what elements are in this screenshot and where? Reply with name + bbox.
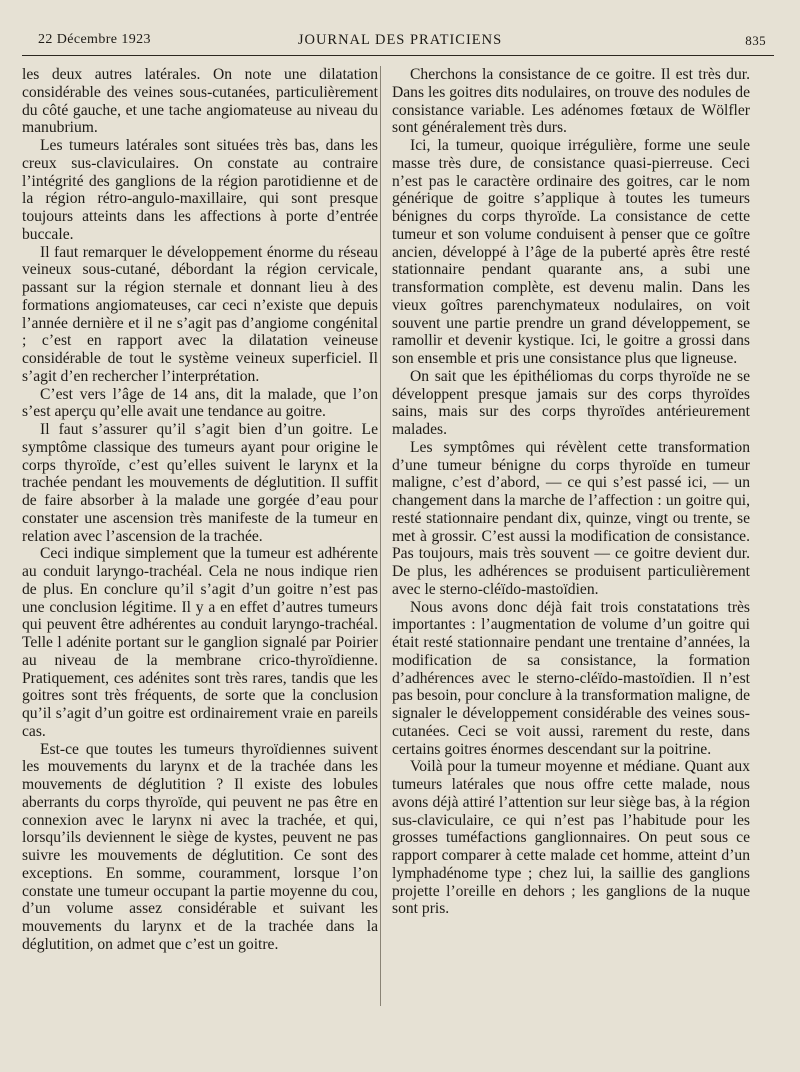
right-column — [392, 66, 750, 918]
page-number: 835 — [745, 33, 766, 48]
header-rule — [22, 55, 774, 56]
running-header — [28, 28, 772, 52]
issue-date: 22 Décembre 1923 — [38, 32, 151, 47]
paragraph: Les tumeurs latérales sont situées très bas, dans les creux sus-claviculaires. On constate au contraire l’intégrité des ganglions de la région parotidienne et de la région rétro-angulo-maxillaire, qui sont presque toujours atteints dans les affections à porte d’entrée buccale. — [22, 137, 378, 243]
paragraph: Ici, la tumeur, quoique irrégulière, forme une seule masse très dure, de consistance quasi-pierreuse. Ceci n’est pas le caractère ordinaire des goitres, car le nom générique de goitre s’applique à toutes les tumeurs bénignes du corps thyroïde. La consistance de cette tumeur et son volume conduisent à penser que ce goître ancien, développé à l’âge de la puberté après être resté stationnaire pendant quarante ans, a subi une transformation complète, est devenu malin. Dans les vieux goîtres parenchymateux nodulaires, on voit souvent une partie prendre un grand développement, se ramollir et devenir kystique. Ici, le goitre a grossi dans son ensemble et pris une consistance plus que ligneuse. — [392, 137, 750, 367]
paragraph: Les symptômes qui révèlent cette transformation d’une tumeur bénigne du corps thyroïde en tumeur maligne, c’est d’abord, — ce qui s’est passé ici, — un changement dans la marche de l’affection : un goitre qui, resté stationnaire pendant dix, quinze, vingt ou trente, se met à grossir. C’est aussi la modification de consistance. Pas toujours, mais très souvent — ce goitre devient dur. De plus, les adhérences se produisent particulièrement avec le sterno-cléïdo-mastoïdien. — [392, 438, 750, 598]
paragraph: les deux autres latérales. On note une dilatation considérable des veines sous-cutanées, particulièrement du côté gauche, et une tache angiomateuse au niveau du manubrium. — [22, 66, 378, 137]
paragraph: Il faut remarquer le développement énorme du réseau veineux sous-cutané, débordant la région cervicale, passant sur la région sternale et donnant lieu à des formations angiomateuses, car ceci n’existe que depuis l’année dernière et il ne s’agit pas d’angiome congénital ; c’est en rapport avec la dilatation veineuse considérable de tout le système veineux superficiel. Il s’agit d’en rechercher l’interprétation. — [22, 243, 378, 385]
paragraph: Il faut s’assurer qu’il s’agit bien d’un goitre. Le symptôme classique des tumeurs ayant pour origine le corps thyroïde, c’est qu’elles suivent le larynx et la trachée pendant les mouvements de déglutition. Il suffit de faire absorber à la malade une gorgée d’eau pour constater une ascension très manifeste de la tumeur en relation avec l’ascension de la trachée. — [22, 421, 378, 545]
paragraph: Cherchons la consistance de ce goitre. Il est très dur. Dans les goitres dits nodulaires, on trouve des nodules de consistance variable. Les adénomes fœtaux de Wölfler sont généralement très durs. — [392, 66, 750, 137]
paragraph: Est-ce que toutes les tumeurs thyroïdiennes suivent les mouvements du larynx et de la trachée dans les mouvements de déglutition ? Il existe des lobules aberrants du corps thyroïde, qui peuvent ne pas être en connexion avec le larynx ni avec la trachée, et qui, lorsqu’ils deviennent le siège de kystes, peuvent ne pas suivre les mouvements de déglutition. Ce sont des exceptions. En somme, couramment, lorsque l’on constate une tumeur occupant la partie moyenne du cou, d’un volume assez considérable et suivant les mouvements du larynx et de la trachée dans la déglutition, on admet que c’est un goitre. — [22, 740, 378, 953]
paragraph: Nous avons donc déjà fait trois constatations très importantes : l’augmentation de volume d’un goitre qui était resté stationnaire pendant une trentaine d’années, la modification de sa consistance, la formation d’adhérences avec le sterno-cléïdo-mastoïdien. Il n’est pas besoin, pour conclure à la transformation maligne, de signaler le développement considérable des veines sous-cutanées. Ceci se voit aussi, rarement du reste, dans certains goitres énormes descendant sur la poitrine. — [392, 598, 750, 758]
left-column — [22, 66, 378, 954]
paragraph: Ceci indique simplement que la tumeur est adhérente au conduit laryngo-trachéal. Cela ne nous indique rien de plus. En conclure qu’il s’agit d’un goitre n’est pas une conclusion légitime. Il y a en effet d’autres tumeurs qui peuvent être adhérentes au conduit laryngo-trachéal. Telle l adénite portant sur le ganglion signalé par Poirier au niveau de la membrane crico-thyroïdienne. Pratiquement, ces adénites sont très rares, tandis que les goitres sont très fréquents, de sorte que la conclusion qu’il s’agit d’un goitre est ordinairement vraie en pareils cas. — [22, 545, 378, 740]
paragraph: On sait que les épithéliomas du corps thyroïde ne se développent presque jamais sur des corps thyroïdes sains, mais sur des corps thyroïdes antérieurement malades. — [392, 367, 750, 438]
paragraph: Voilà pour la tumeur moyenne et médiane. Quant aux tumeurs latérales que nous offre cette malade, nous avons déjà attiré l’attention sur leur siège bas, à la région sus-claviculaire, ce qui n’est pas l’habitude pour les grosses tuméfactions ganglionnaires. On peut sous ce rapport comparer à cette malade cet homme, atteint d’un lymphadénome type ; chez lui, la saillie des ganglions projette l’oreille en dehors ; les ganglions de la nuque sont pris. — [392, 758, 750, 918]
journal-title: JOURNAL DES PRATICIENS — [297, 32, 503, 48]
column-divider — [380, 66, 381, 1006]
paragraph: C’est vers l’âge de 14 ans, dit la malade, que l’on s’est aperçu qu’elle avait une tendance au goitre. — [22, 385, 378, 421]
